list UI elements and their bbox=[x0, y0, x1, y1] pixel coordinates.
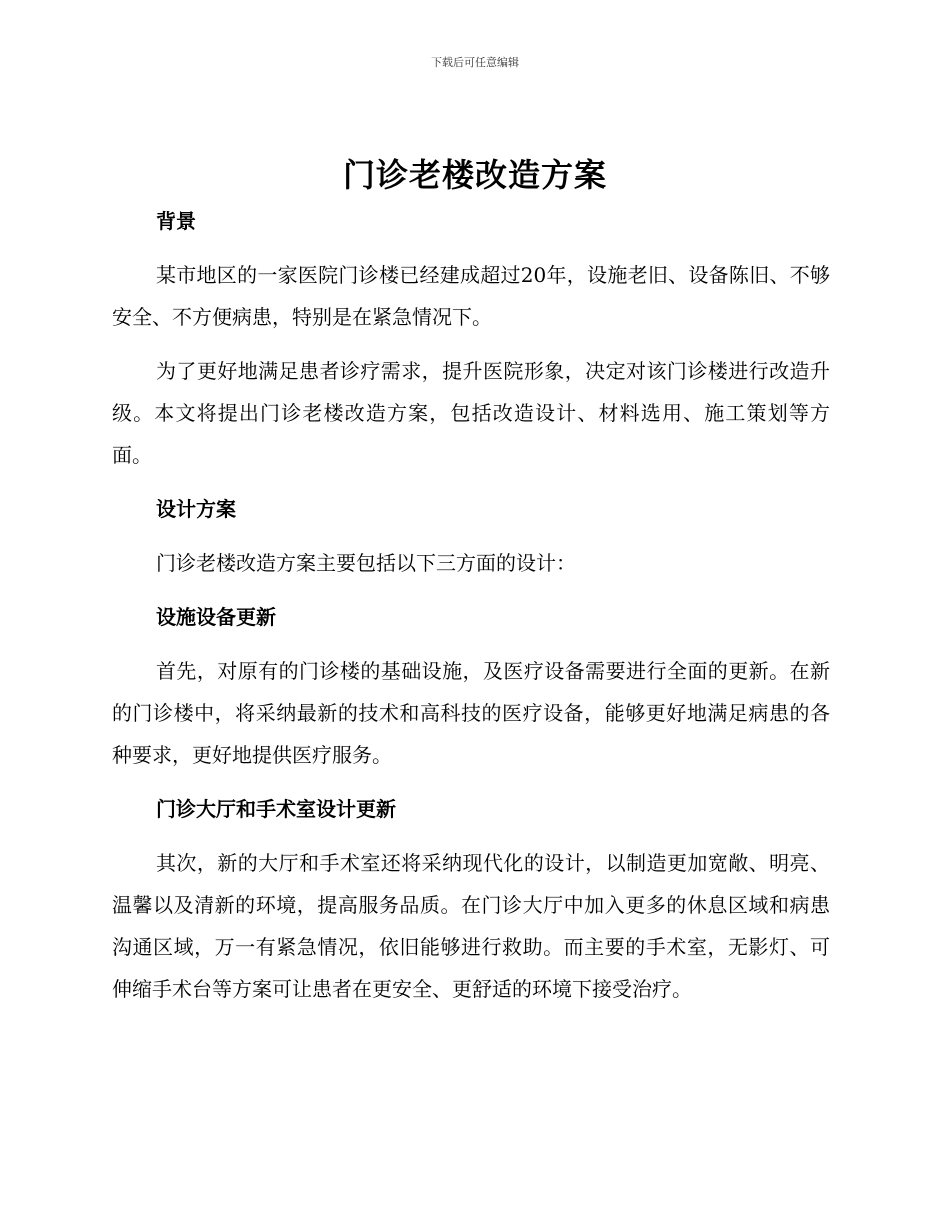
paragraph-equipment-update-1: 首先，对原有的门诊楼的基础设施，及医疗设备需要进行全面的更新。在新的门诊楼中，将采纳最新的技术和高科技的医疗设备，能够更好地满足病患的各种要求，更好地提供医疗服务。 bbox=[112, 659, 830, 767]
paragraph-background-2: 为了更好地满足患者诊疗需求，提升医院形象，决定对该门诊楼进行改造升级。本文将提出门诊老楼改造方案，包括改造设计、材料选用、施工策划等方面。 bbox=[112, 359, 830, 467]
section-heading-background: 背景 bbox=[156, 209, 196, 233]
section-heading-equipment-update: 设施设备更新 bbox=[156, 605, 276, 629]
document-body bbox=[112, 200, 830, 1010]
section-heading-design-plan: 设计方案 bbox=[156, 497, 236, 521]
paragraph-hall-surgery-update-1: 其次，新的大厅和手术室还将采纳现代化的设计，以制造更加宽敞、明亮、温馨以及清新的环境，提高服务品质。在门诊大厅中加入更多的休息区域和病患沟通区域，万一有紧急情况，依旧能够进行救助。而主要的手术室，无影灯、可伸缩手术台等方案可让患者在更安全、更舒适的环境下接受治疗。 bbox=[112, 851, 830, 1001]
document-title: 门诊老楼改造方案 bbox=[342, 156, 607, 194]
paragraph-design-plan-1: 门诊老楼改造方案主要包括以下三方面的设计： bbox=[156, 551, 576, 575]
section-heading-hall-surgery-update: 门诊大厅和手术室设计更新 bbox=[156, 797, 396, 821]
header-note: 下载后可任意编辑 bbox=[431, 56, 519, 69]
paragraph-background-1: 某市地区的一家医院门诊楼已经建成超过20年，设施老旧、设备陈旧、不够安全、不方便病患，特别是在紧急情况下。 bbox=[112, 263, 830, 329]
